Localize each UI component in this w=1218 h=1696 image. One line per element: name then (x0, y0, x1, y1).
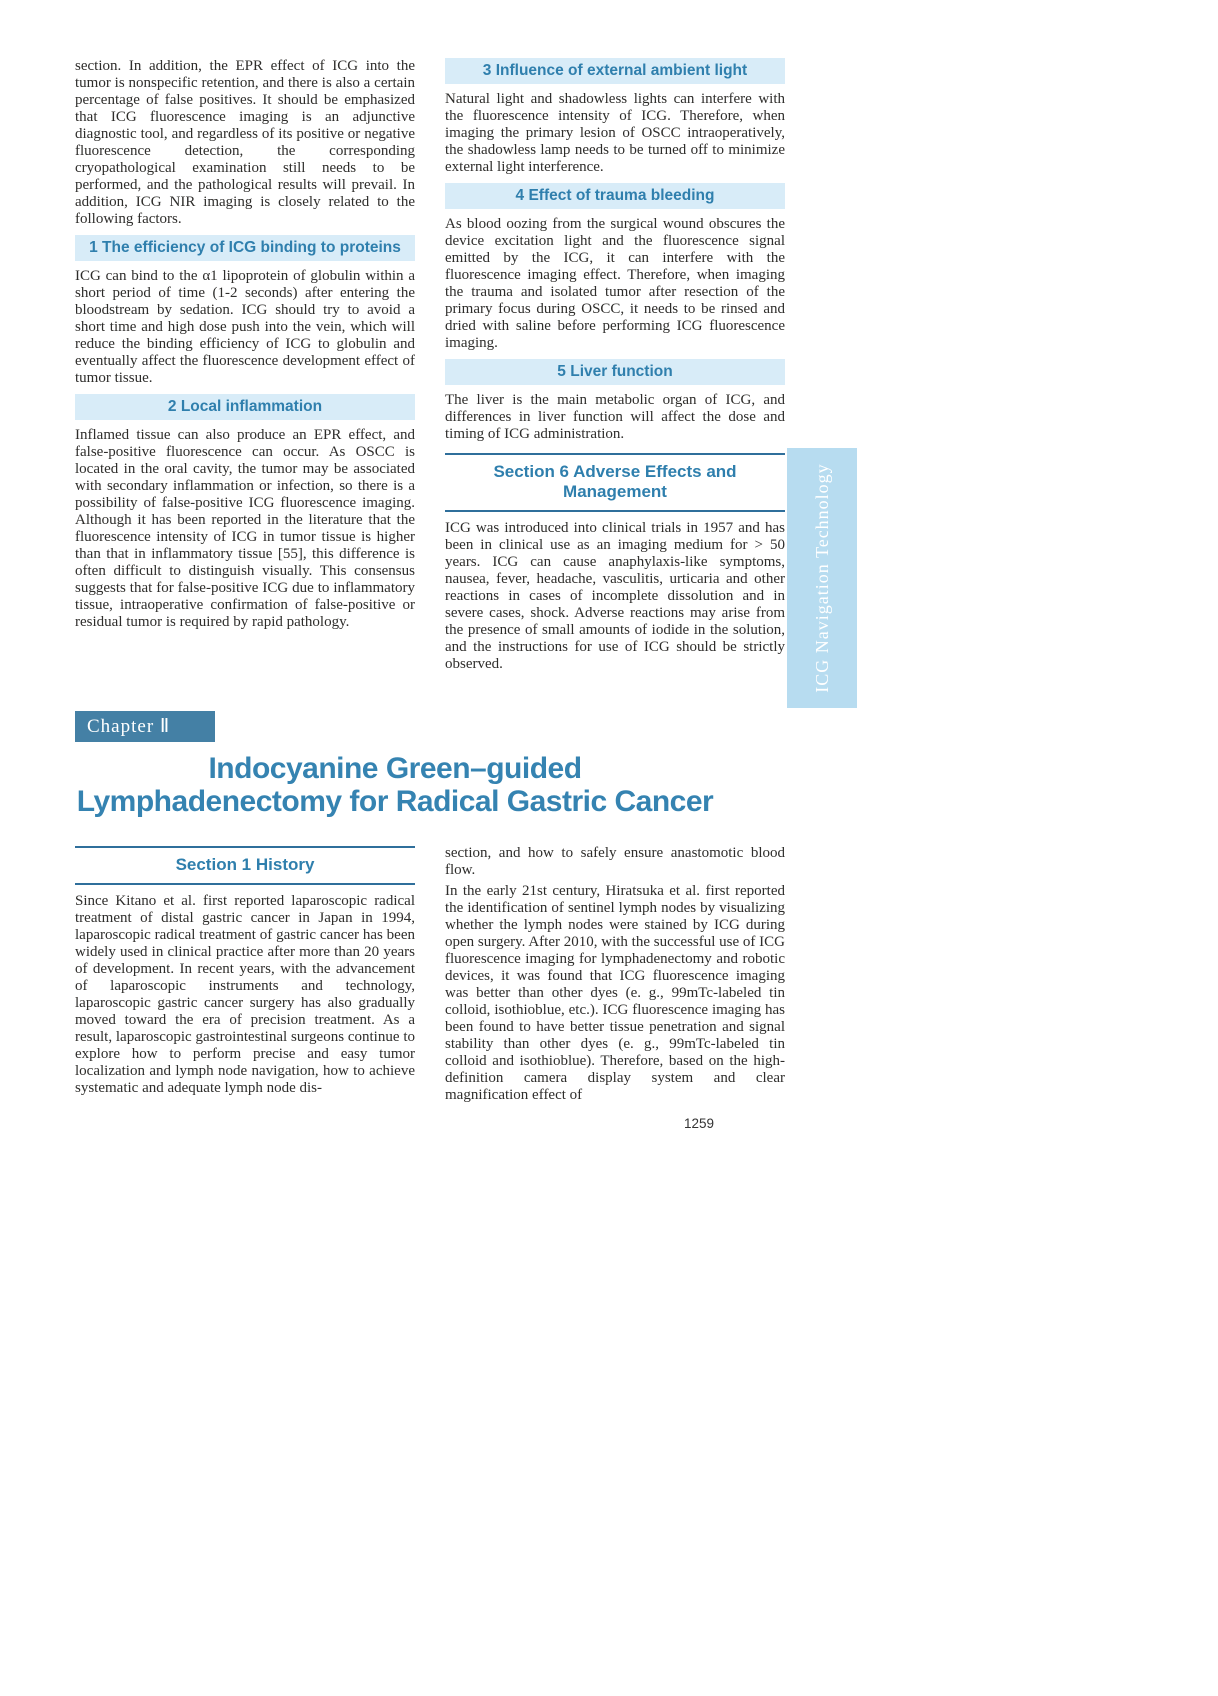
top-left-column (75, 58, 415, 635)
section-6-heading-block (445, 453, 785, 512)
bottom-left-column (75, 846, 415, 1101)
section-1-heading-block (75, 846, 415, 885)
subsection-heading-5: 5 Liver function (445, 359, 785, 385)
history-paragraph-2: In the early 21st century, Hiratsuka et al. first reported the identification of sentinel lymph nodes by visualizing whether the lymph nodes were stained by ICG during open surgery. After 2010, with the successful use of ICG fluorescence imaging for lymphadenectomy and robotic devices, it was found that ICG fluorescence imaging was better than other dyes (e. g., 99mTc-labeled tin colloid, isothioblue, etc.). ICG fluorescence imaging has been found to have better tissue penetration and signal stability than other dyes (e. g., 99mTc-labeled tin colloid and isothioblue). Therefore, based on the high-definition camera display system and clear magnification effect of (445, 883, 785, 1103)
section-1-heading: Section 1 History (175, 855, 315, 874)
section-1-paragraph: Since Kitano et al. first reported laparoscopic radical treatment of distal gastric cancer in Japan in 1994, laparoscopic radical treatment of gastric cancer has been widely used in clinical practice after more than 20 years of development. In recent years, with the advancement of laparoscopic instruments and technology, laparoscopic gastric cancer surgery has also gradually moved toward the era of precision treatment. As a result, laparoscopic gastrointestinal surgeons continue to explore how to perform precise and easy tumor localization and lymph node navigation, how to achieve systematic and adequate lymph node dis- (75, 893, 415, 1096)
bottom-right-column (445, 845, 785, 1108)
top-right-column (445, 58, 785, 677)
rule-divider (445, 510, 785, 512)
chapter-title (70, 752, 720, 818)
subsection-5-paragraph: The liver is the main metabolic organ of ICG, and differences in liver function will affect the dose and timing of ICG administration. (445, 392, 785, 442)
subsection-2-paragraph: Inflamed tissue can also produce an EPR effect, and false-positive fluorescence can occur. As OSCC is located in the oral cavity, the tumor may be associated with secondary inflammation or infection, so there is a possibility of false-positive ICG fluorescence imaging. Although it has been reported in the literature that the fluorescence intensity of ICG in tumor tissue is higher than that in inflammatory tissue [55], this difference is often difficult to distinguish visually. This consensus suggests that for false-positive ICG due to inflammatory tissue, intraoperative confirmation of false-positive or residual tumor is required by rapid pathology. (75, 427, 415, 630)
chapter-title-line1: Indocyanine Green–guided (208, 752, 582, 785)
page-number: 1259 (684, 1116, 715, 1131)
intro-paragraph: section. In addition, the EPR effect of ICG into the tumor is nonspecific retention, and there is also a certain percentage of false positives. It should be emphasized that ICG fluorescence imaging is an adjunctive diagnostic tool, and regardless of its positive or negative fluorescence detection, the corresponding cryopathological examination still needs to be performed, and the pathological results will prevail. In addition, ICG NIR imaging is closely related to the following factors. (75, 58, 415, 227)
edge-tab-icg-navigation-technology (787, 448, 857, 708)
chapter-title-line2: Lymphadenectomy for Radical Gastric Cancer (76, 785, 714, 818)
edge-tab-label: ICG Navigation Technology (812, 463, 832, 693)
chapter-banner: Chapter Ⅱ (75, 711, 215, 742)
subsection-1-paragraph: ICG can bind to the α1 lipoprotein of globulin within a short period of time (1-2 seconds) after entering the bloodstream by sedation. ICG should try to avoid a short time and high dose push into the vein, which will reduce the binding efficiency of ICG to globulin and eventually affect the fluorescence development effect of tumor tissue. (75, 268, 415, 386)
section-6-heading: Section 6 Adverse Effects and Management (493, 462, 737, 501)
subsection-heading-1: 1 The efficiency of ICG binding to proteins (75, 235, 415, 261)
subsection-3-paragraph: Natural light and shadowless lights can interfere with the fluorescence intensity of ICG. Therefore, when imaging the primary lesion of OSCC intraoperatively, the shadowless lamp needs to be turned off to minimize external light interference. (445, 91, 785, 175)
subsection-heading-2: 2 Local inflammation (75, 394, 415, 420)
subsection-4-paragraph: As blood oozing from the surgical wound obscures the device excitation light and the fluorescence signal emitted by the ICG, it can interfere with the fluorescence imaging effect. Therefore, when imaging the trauma and isolated tumor after resection of the primary focus during OSCC, it needs to be rinsed and dried with saline before performing ICG fluorescence imaging. (445, 216, 785, 351)
section-6-paragraph: ICG was introduced into clinical trials in 1957 and has been in clinical use as an imaging medium for > 50 years. ICG can cause anaphylaxis-like symptoms, nausea, fever, headache, vasculitis, urticaria and other reactions in cases of incomplete dissolution and in severe cases, shock. Adverse reactions may arise from the presence of small amounts of iodide in the solution, and the instructions for use of ICG should be strictly observed. (445, 520, 785, 672)
rule-divider (75, 883, 415, 885)
subsection-heading-3: 3 Influence of external ambient light (445, 58, 785, 84)
continuation-paragraph: section, and how to safely ensure anastomotic blood flow. (445, 845, 785, 878)
subsection-heading-4: 4 Effect of trauma bleeding (445, 183, 785, 209)
